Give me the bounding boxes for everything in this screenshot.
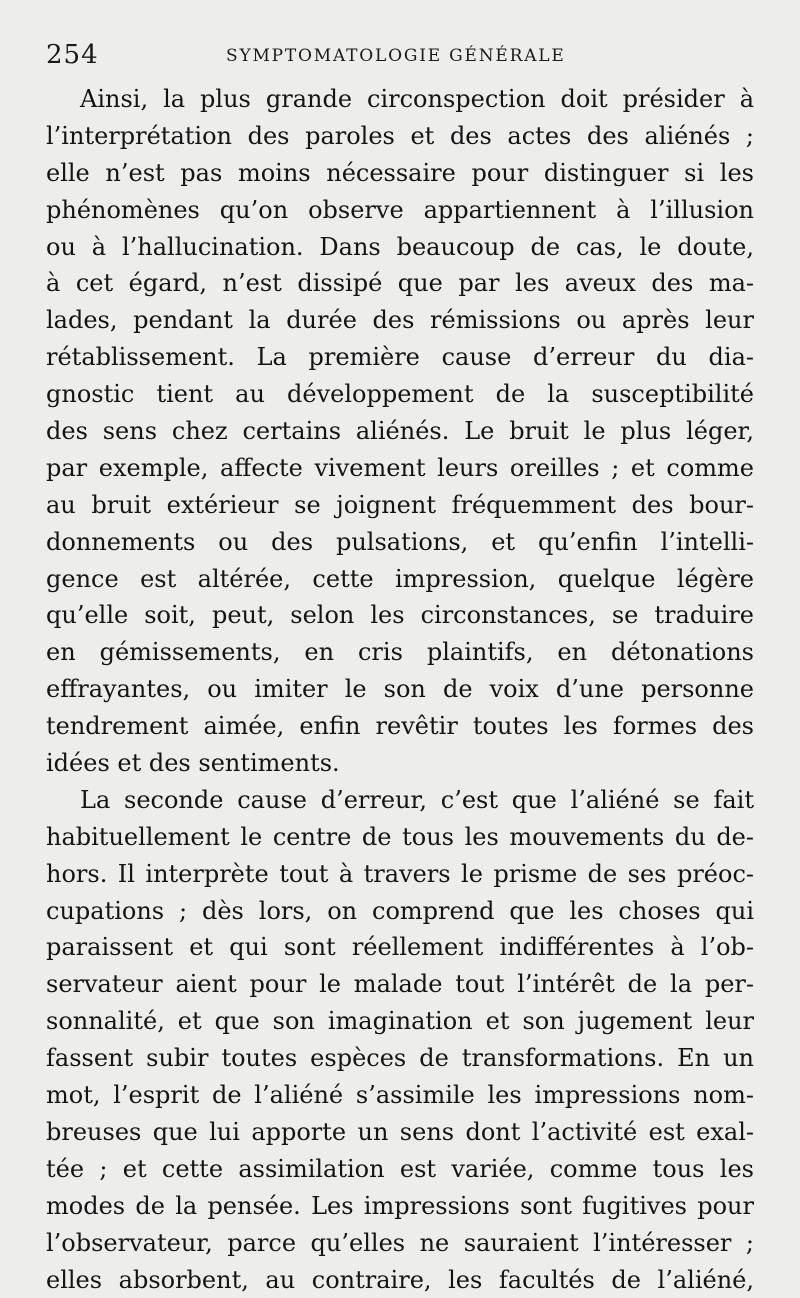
text-line: en gémissements, en cris plaintifs, en détonations: [46, 634, 754, 671]
text-line: sonnalité, et que son imagination et son jugement leur: [46, 1003, 754, 1040]
text-line: Ainsi, la plus grande circonspection doit présider à: [46, 81, 754, 118]
text-line: à cet égard, n’est dissipé que par les aveux des ma-: [46, 265, 754, 302]
page-header: [46, 40, 766, 72]
text-line: elle n’est pas moins nécessaire pour distinguer si les: [46, 155, 754, 192]
text-line: idées et des sentiments.: [46, 745, 754, 782]
text-line: cupations ; dès lors, on comprend que les choses qui: [46, 893, 754, 930]
text-line: phénomènes qu’on observe appartiennent à l’illusion: [46, 192, 754, 229]
text-line: qu’elle soit, peut, selon les circonstances, se traduire: [46, 597, 754, 634]
text-line: fassent subir toutes espèces de transformations. En un: [46, 1040, 754, 1077]
text-line: l’observateur, parce qu’elles ne sauraient l’intéresser ;: [46, 1225, 754, 1262]
text-line: lades, pendant la durée des rémissions ou après leur: [46, 302, 754, 339]
text-line: habituellement le centre de tous les mouvements du de-: [46, 819, 754, 856]
page-number: 254: [46, 40, 99, 70]
text-line: elles absorbent, au contraire, les facultés de l’aliéné,: [46, 1262, 754, 1298]
text-line: mot, l’esprit de l’aliéné s’assimile les impressions nom-: [46, 1077, 754, 1114]
text-line: tée ; et cette assimilation est variée, comme tous les: [46, 1151, 754, 1188]
text-line: par exemple, affecte vivement leurs oreilles ; et comme: [46, 450, 754, 487]
text-line: effrayantes, ou imiter le son de voix d’une personne: [46, 671, 754, 708]
text-line: modes de la pensée. Les impressions sont fugitives pour: [46, 1188, 754, 1225]
body-text: [46, 81, 754, 1298]
text-line: La seconde cause d’erreur, c’est que l’aliéné se fait: [46, 782, 754, 819]
text-line: rétablissement. La première cause d’erreur du dia-: [46, 339, 754, 376]
text-line: servateur aient pour le malade tout l’intérêt de la per-: [46, 966, 754, 1003]
text-line: l’interprétation des paroles et des actes des aliénés ;: [46, 118, 754, 155]
text-line: ou à l’hallucination. Dans beaucoup de cas, le doute,: [46, 229, 754, 266]
text-line: donnements ou des pulsations, et qu’enfin l’intelli-: [46, 524, 754, 561]
running-head: SYMPTOMATOLOGIE GÉNÉRALE: [226, 46, 566, 66]
text-line: paraissent et qui sont réellement indifférentes à l’ob-: [46, 929, 754, 966]
text-line: gnostic tient au développement de la susceptibilité: [46, 376, 754, 413]
text-line: tendrement aimée, enfin revêtir toutes les formes des: [46, 708, 754, 745]
text-line: au bruit extérieur se joignent fréquemment des bour-: [46, 487, 754, 524]
text-line: des sens chez certains aliénés. Le bruit le plus léger,: [46, 413, 754, 450]
text-line: breuses que lui apporte un sens dont l’activité est exal-: [46, 1114, 754, 1151]
text-line: gence est altérée, cette impression, quelque légère: [46, 561, 754, 598]
text-line: hors. Il interprète tout à travers le prisme de ses préoc-: [46, 856, 754, 893]
